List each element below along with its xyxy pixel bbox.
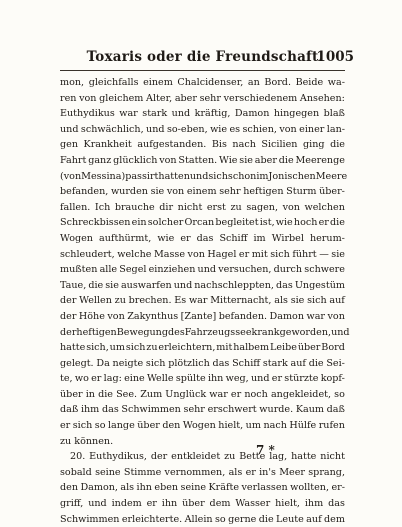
text-line: mußten alle Segel einziehen und versuchen, durch schwere bbox=[60, 264, 345, 276]
text-line: zu können. bbox=[60, 435, 114, 447]
text-line: befanden, wurden sie von einem sehr heftigen Sturm über- bbox=[60, 186, 345, 198]
signature-mark: 7 * bbox=[256, 443, 275, 457]
text-line: Taue, die sie auswarfen und nachschleppten, das Ungestüm bbox=[60, 279, 345, 291]
text-line: gelegt. Da neigte sich plötzlich das Schiff stark auf die Sei- bbox=[60, 357, 345, 369]
text-line: der heftigen Bewegung des Fahrzeugs seekrank geworden, und bbox=[60, 326, 350, 338]
text-line: gen Krankheit aufgestanden. Bis nach Sicilien ging die bbox=[60, 139, 345, 151]
text-line: ren von gleichem Alter, aber sehr verschiedenem Ansehen: bbox=[60, 92, 345, 104]
text-line: te, wo er lag: eine Welle spülte ihn weg, und er stürzte kopf- bbox=[60, 373, 345, 385]
text-line: daß ihm das Schwimmen sehr erschwert wurde. Kaum daß bbox=[60, 404, 345, 416]
text-line: der Wellen zu brechen. Es war Mitternacht, als sie sich auf bbox=[60, 295, 345, 307]
text-line: Euthydikus war stark und kräftig, Damon hingegen blaß bbox=[60, 108, 345, 120]
text-line: Fahrt ganz glücklich von Statten. Wie sie aber die Meerenge bbox=[60, 154, 345, 166]
text-line: er sich so lange über den Wogen hielt, um nach Hülfe rufen bbox=[60, 420, 345, 432]
text-line: fallen. Ich brauche dir nicht erst zu sagen, von welchen bbox=[60, 201, 345, 213]
text-line: der Höhe von Zakynthus [Zante] befanden. Damon war von bbox=[60, 310, 345, 322]
text-line: 20. Euthydikus, der entkleidet zu Bette lag, hatte nicht bbox=[70, 451, 345, 463]
text-line: griff, und indem er ihn über dem Wasser hielt, ihm das bbox=[60, 498, 345, 510]
text-line: Schreckbissen ein solcher Orcan begleitet ist, wie hoch er die bbox=[60, 217, 345, 229]
body-text bbox=[60, 75, 350, 527]
text-line: Wogen aufthürmt, wie er das Schiff im Wirbel herum- bbox=[60, 232, 345, 244]
page-number: 1005 bbox=[316, 49, 354, 65]
text-line: Schwimmen erleichterte. Allein so gerne die Leute auf dem bbox=[60, 513, 345, 525]
header-rule bbox=[60, 70, 345, 71]
text-line: sobald seine Stimme vernommen, als er in's Meer sprang, bbox=[60, 466, 345, 478]
text-line: mon, gleichfalls einem Chalcidenser, an Bord. Beide wa- bbox=[60, 77, 345, 88]
text-line: den Damon, als ihn eben seine Kräfte verlassen wollten, er- bbox=[60, 482, 345, 494]
text-line: hatte sich, um sich zu erleichtern, mit halbem Leibe über Bord bbox=[60, 342, 345, 354]
text-line: und schwächlich, und so-eben, wie es schien, von einer lan- bbox=[60, 123, 345, 135]
running-header bbox=[56, 49, 354, 67]
text-line: (von Messina) passirt hatten und sich schon im Jonischen Meere bbox=[60, 170, 348, 182]
text-line: über in die See. Zum Unglück war er noch angekleidet, so bbox=[60, 388, 345, 400]
text-line: schleudert, welche Masse von Hagel er mit sich führt — sie bbox=[60, 248, 345, 260]
running-title: Toxaris oder die Freundschaft. bbox=[86, 49, 324, 65]
